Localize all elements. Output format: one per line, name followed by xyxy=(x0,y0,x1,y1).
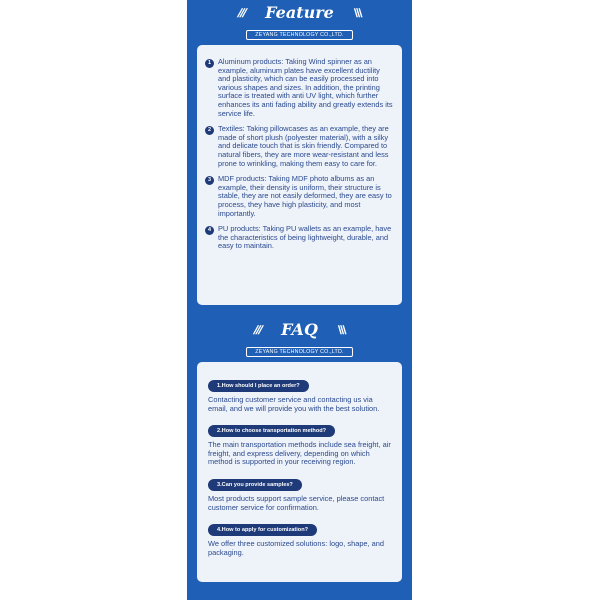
decor-slashes-right: \\\ xyxy=(352,6,363,20)
decor-slashes-left: /// xyxy=(236,6,247,20)
feature-text: Textiles: Taking pillowcases as an example, they are made of short plush (polyester material), with a silky and delicate touch that is skin friendly. Compared to natural fibers, they are more wear-resistant and less prone to wrinkling, making them easy to care for. xyxy=(218,124,389,168)
company-name-badge: ZEYANG TECHNOLOGY CO.,LTD. xyxy=(246,347,352,357)
faq-card xyxy=(197,362,402,582)
number-badge: 4 xyxy=(205,226,214,235)
faq-answer: The main transportation methods include sea freight, air freight, and express delivery, depending on which method is supported in your receiving region. xyxy=(208,440,391,467)
feature-text: Aluminum products: Taking Wind spinner as an example, aluminum plates have excellent ductility and plasticity, which can be easily processed into various shapes and sizes. In addition, the printing surface is treated with anti UV light, which further enhances its anti fading ability and greatly extends its service life. xyxy=(218,57,393,118)
faq-answer: We offer three customized solutions: logo, shape, and packaging. xyxy=(208,539,384,557)
number-badge: 1 xyxy=(205,59,214,68)
faq-answer: Most products support sample service, please contact customer service for confirmation. xyxy=(208,493,385,512)
number-badge: 3 xyxy=(205,176,214,185)
faq-question: 3.Can you provide samples? xyxy=(208,479,302,491)
feature-item xyxy=(205,125,394,168)
company-name-badge: ZEYANG TECHNOLOGY CO.,LTD. xyxy=(246,30,352,40)
feature-item xyxy=(205,175,394,218)
faq-item xyxy=(208,518,392,557)
faq-question: 1.How should I place an order? xyxy=(208,380,309,392)
faq-question: 2.How to choose transportation method? xyxy=(208,425,335,437)
feature-title: Feature xyxy=(265,3,334,22)
feature-item xyxy=(205,58,394,118)
number-badge: 2 xyxy=(205,126,214,135)
faq-answer: Contacting customer service and contacting us via email, and we will provide you with the best solution. xyxy=(208,395,380,413)
feature-card xyxy=(197,45,402,305)
faq-item xyxy=(208,473,392,512)
faq-item xyxy=(208,374,392,413)
decor-slashes-left: /// xyxy=(252,323,263,337)
feature-item xyxy=(205,225,394,251)
content-strip xyxy=(187,0,412,600)
feature-text: MDF products: Taking MDF photo albums as an example, their density is uniform, their structure is stable, they are not easily deformed, they are easy to process, they have high plasticity, and most importantly. xyxy=(218,174,392,218)
faq-title: FAQ xyxy=(281,320,318,339)
faq-header xyxy=(187,320,412,358)
feature-text: PU products: Taking PU wallets as an example, have the characteristics of being lightweight, durable, and easy to maintain. xyxy=(218,224,392,251)
faq-question: 4.How to apply for customization? xyxy=(208,524,317,536)
decor-slashes-right: \\\ xyxy=(336,323,347,337)
faq-item xyxy=(208,419,392,467)
feature-header xyxy=(187,3,412,41)
